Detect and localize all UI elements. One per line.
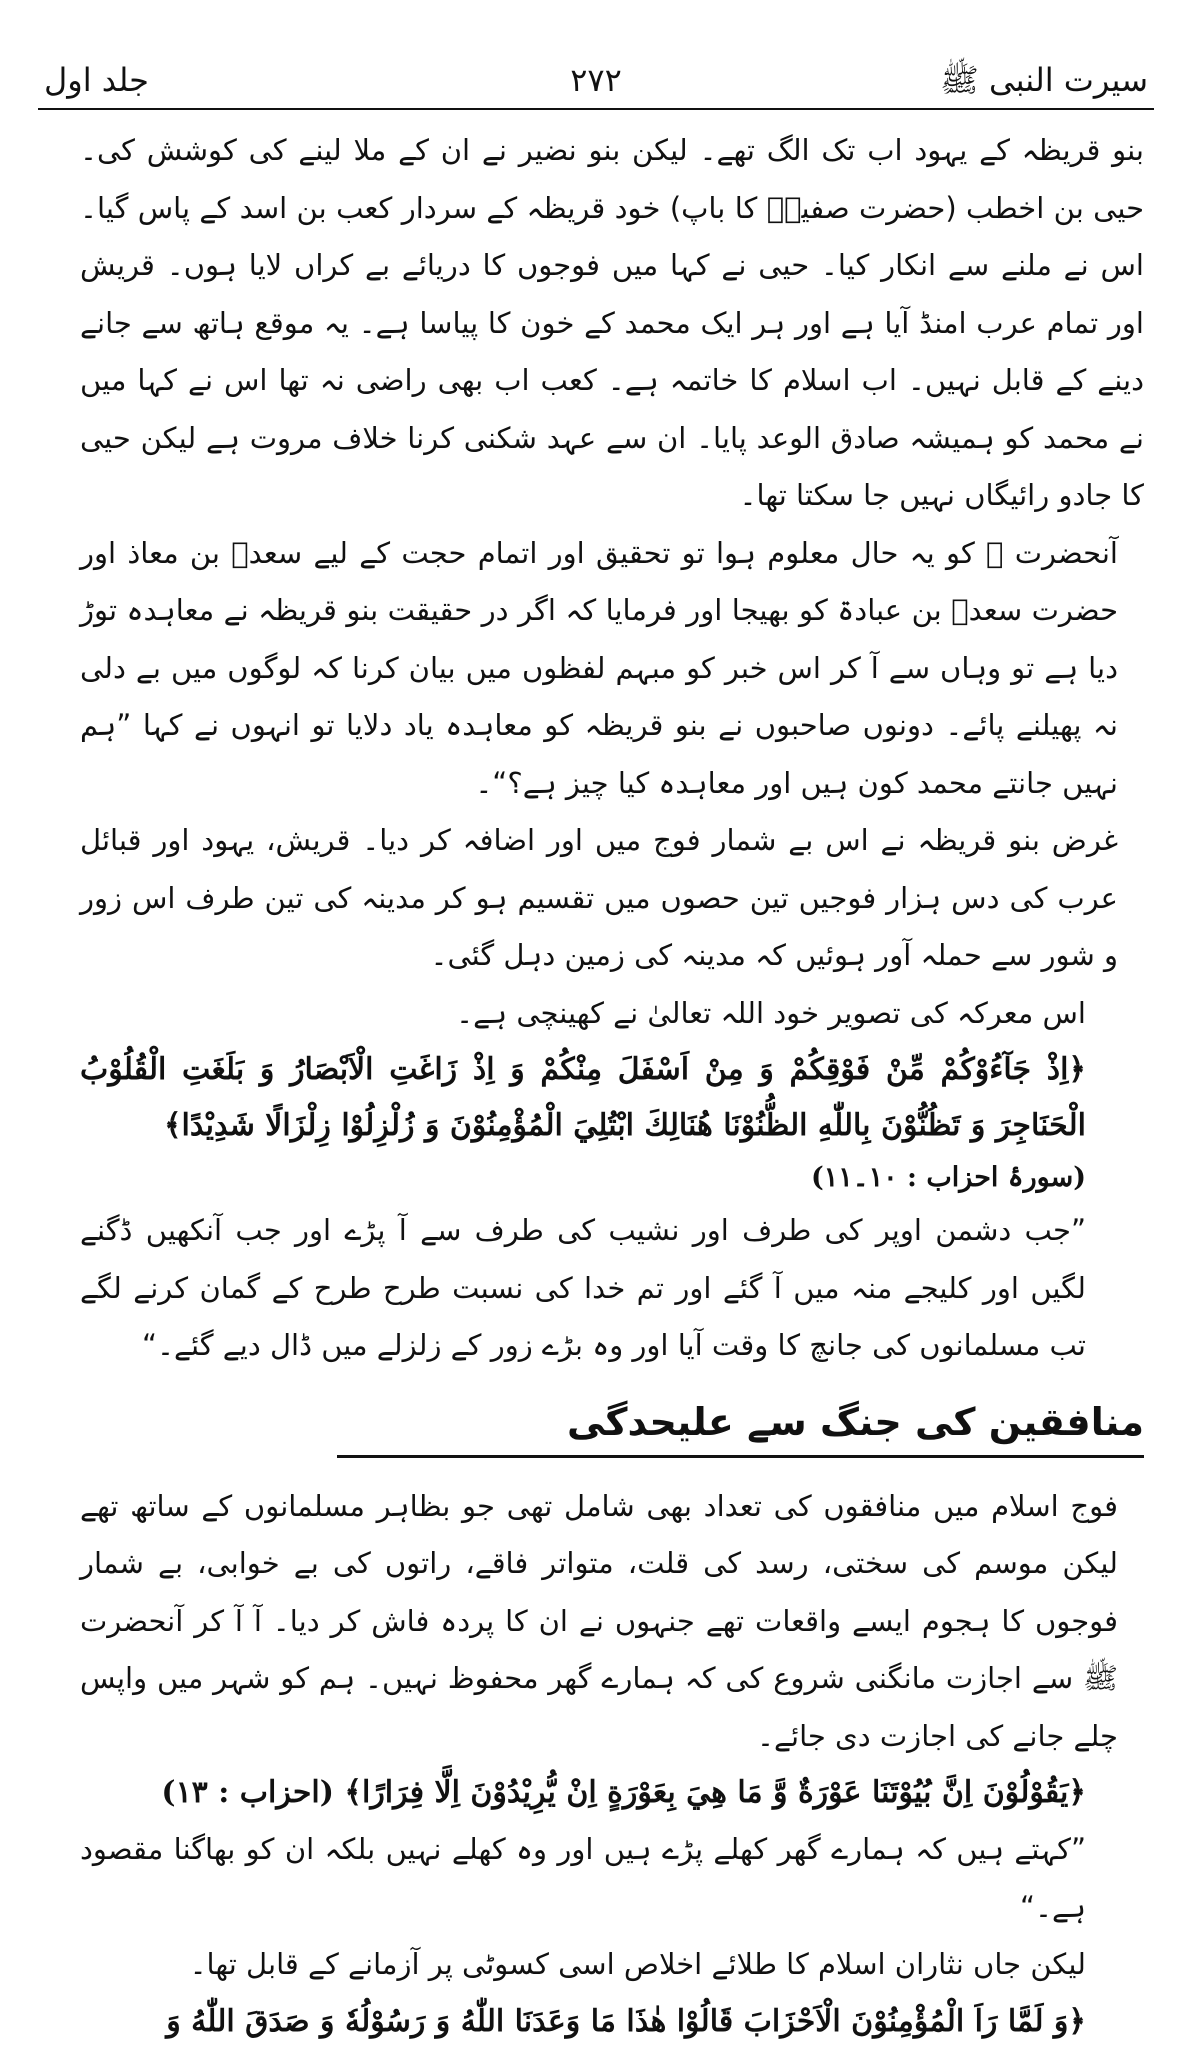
volume-label: جلد اول <box>44 61 149 99</box>
page-number: ۲۷۲ <box>570 61 622 99</box>
header-divider <box>38 108 1154 110</box>
closing-line: لیکن جاں نثاران اسلام کا طلائے اخلاص اسی کسوٹی پر آزمانے کے قابل تھا۔ <box>189 1947 1086 1981</box>
paragraph-banu-qurayza: بنو قریظہ کے یہود اب تک الگ تھے۔ لیکن بنو نضیر نے ان کے ملا لینے کی کوشش کی۔ حیی بن اخطب (حضرت صفیہؓ کا باپ) خود قریظہ کے سردار کعب بن اسد کے پاس گیا۔ اس نے ملنے سے انکار کیا۔ حیی نے کہا میں فوجوں کا دریائے بے کراں لایا ہوں۔ قریش اور تمام عرب امنڈ آیا ہے اور ہر ایک محمد کے خون کا پیاسا ہے۔ یہ موقع ہاتھ سے جانے دینے کے قابل نہیں۔ اب اسلام کا خاتمہ ہے۔ کعب اب بھی راضی نہ تھا اس نے کہا میں نے محمد کو ہمیشہ صادق الوعد پایا۔ ان سے عہد شکنی کرنا خلاف مروت ہے لیکن حیی کا جادو رائیگاں نہیں جا سکتا تھا۔ <box>80 133 1144 512</box>
paragraph-hypocrites: فوج اسلام میں منافقوں کی تعداد بھی شامل تھی جو بظاہر مسلمانوں کے ساتھ تھے لیکن موسم کی سختی، رسد کی قلت، متواتر فاقے، راتوں کی بے خوابی، بے شمار فوجوں کا ہجوم ایسے واقعات تھے جنہوں نے ان کا پردہ فاش کر دیا۔ آ آ کر آنحضرت ﷺ سے اجازت مانگنی شروع کی کہ ہمارے گھر محفوظ نہیں۔ ہم کو شہر میں واپس چلے جانے کی اجازت دی جائے۔ <box>80 1488 1118 1753</box>
section-heading-row <box>80 1375 1144 1478</box>
verse-translation: ”جب دشمن اوپر کی طرف اور نشیب کی طرف سے آ پڑے اور جب آنکھیں ڈگنے لگیں اور کلیجے منہ میں آ گئے اور تم خدا کی نسبت طرح طرح کے گمان کرنے لگے تب مسلمانوں کی جانچ کا وقت آیا اور وہ بڑے زور کے زلزلے میں ڈال دیے گئے۔“ <box>80 1213 1086 1362</box>
quran-verse-ahzab-22: ﴿وَ لَمَّا رَاَ الْمُؤْمِنُوْنَ الْاَحْزَابَ قَالُوْا هٰذَا مَا وَعَدَنَا اللّٰهُ وَ رَسُوْلُهٗ وَ صَدَقَ اللّٰهُ وَ <box>166 2003 1086 2039</box>
paragraph-armies: غرض بنو قریظہ نے اس بے شمار فوج میں اور اضافہ کر دیا۔ قریش، یہود اور قبائل عرب کی دس ہزار فوجیں تین حصوں میں تقسیم ہو کر مدینہ کی تین طرف اس زور و شور سے حملہ آور ہوئیں کہ مدینہ کی زمین دہل گئی۔ <box>80 823 1118 972</box>
section-title: منافقین کی جنگ سے علیحدگی <box>567 1393 1144 1458</box>
quran-verse-ahzab-10: ﴿اِذْ جَآءُوْكُمْ مِّنْ فَوْقِكُمْ وَ مِنْ اَسْفَلَ مِنْكُمْ وَ اِذْ زَاغَتِ الْاَبْصَارُ وَ بَلَغَتِ الْقُلُوْبُ الْحَنَاجِرَ وَ تَظُنُّوْنَ بِاللّٰهِ الظُّنُوْنَا هُنَالِكَ ابْتُلِيَ الْمُؤْمِنُوْنَ وَ زُلْزِلُوْا زِلْزَالًا شَدِيْدًا﴾ <box>80 1052 1086 1143</box>
verse-translation-2: ”کہتے ہیں کہ ہمارے گھر کھلے پڑے ہیں اور وہ کھلے نہیں بلکہ ان کو بھاگنا مقصود ہے۔“ <box>80 1832 1086 1924</box>
page-header <box>38 54 1154 106</box>
quran-verse-ahzab-13: ﴿يَقُوْلُوْنَ اِنَّ بُيُوْتَنَا عَوْرَةٌ وَّ مَا هِيَ بِعَوْرَةٍ اِنْ يُّرِيْدُوْنَ اِلَّا فِرَارًا﴾ (احزاب : ۱۳) <box>161 1775 1086 1810</box>
verse-reference: (سورۂ احزاب : ۱۰۔۱۱) <box>810 1162 1086 1193</box>
paragraph-envoys: آنحضرت ﷺ کو یہ حال معلوم ہوا تو تحقیق اور اتمام حجت کے لیے سعدؓ بن معاذ اور حضرت سعدؓ بن عبادۃ کو بھیجا اور فرمایا کہ اگر در حقیقت بنو قریظہ نے معاہدہ توڑ دیا ہے تو وہاں سے آ کر اس خبر کو مبہم لفظوں میں بیان کرنا کہ لوگوں میں بے دلی نہ پھیلنے پائے۔ دونوں صاحبوں نے بنو قریظہ کو معاہدہ یاد دلایا تو انہوں نے کہا ”ہم نہیں جانتے محمد کون ہیں اور معاہدہ کیا چیز ہے؟“۔ <box>80 535 1118 800</box>
page-body <box>80 122 1144 2050</box>
book-title: سیرت النبی ﷺ <box>940 61 1148 99</box>
paragraph-intro-ayah: اس معرکہ کی تصویر خود اللہ تعالیٰ نے کھینچی ہے۔ <box>456 995 1086 1030</box>
